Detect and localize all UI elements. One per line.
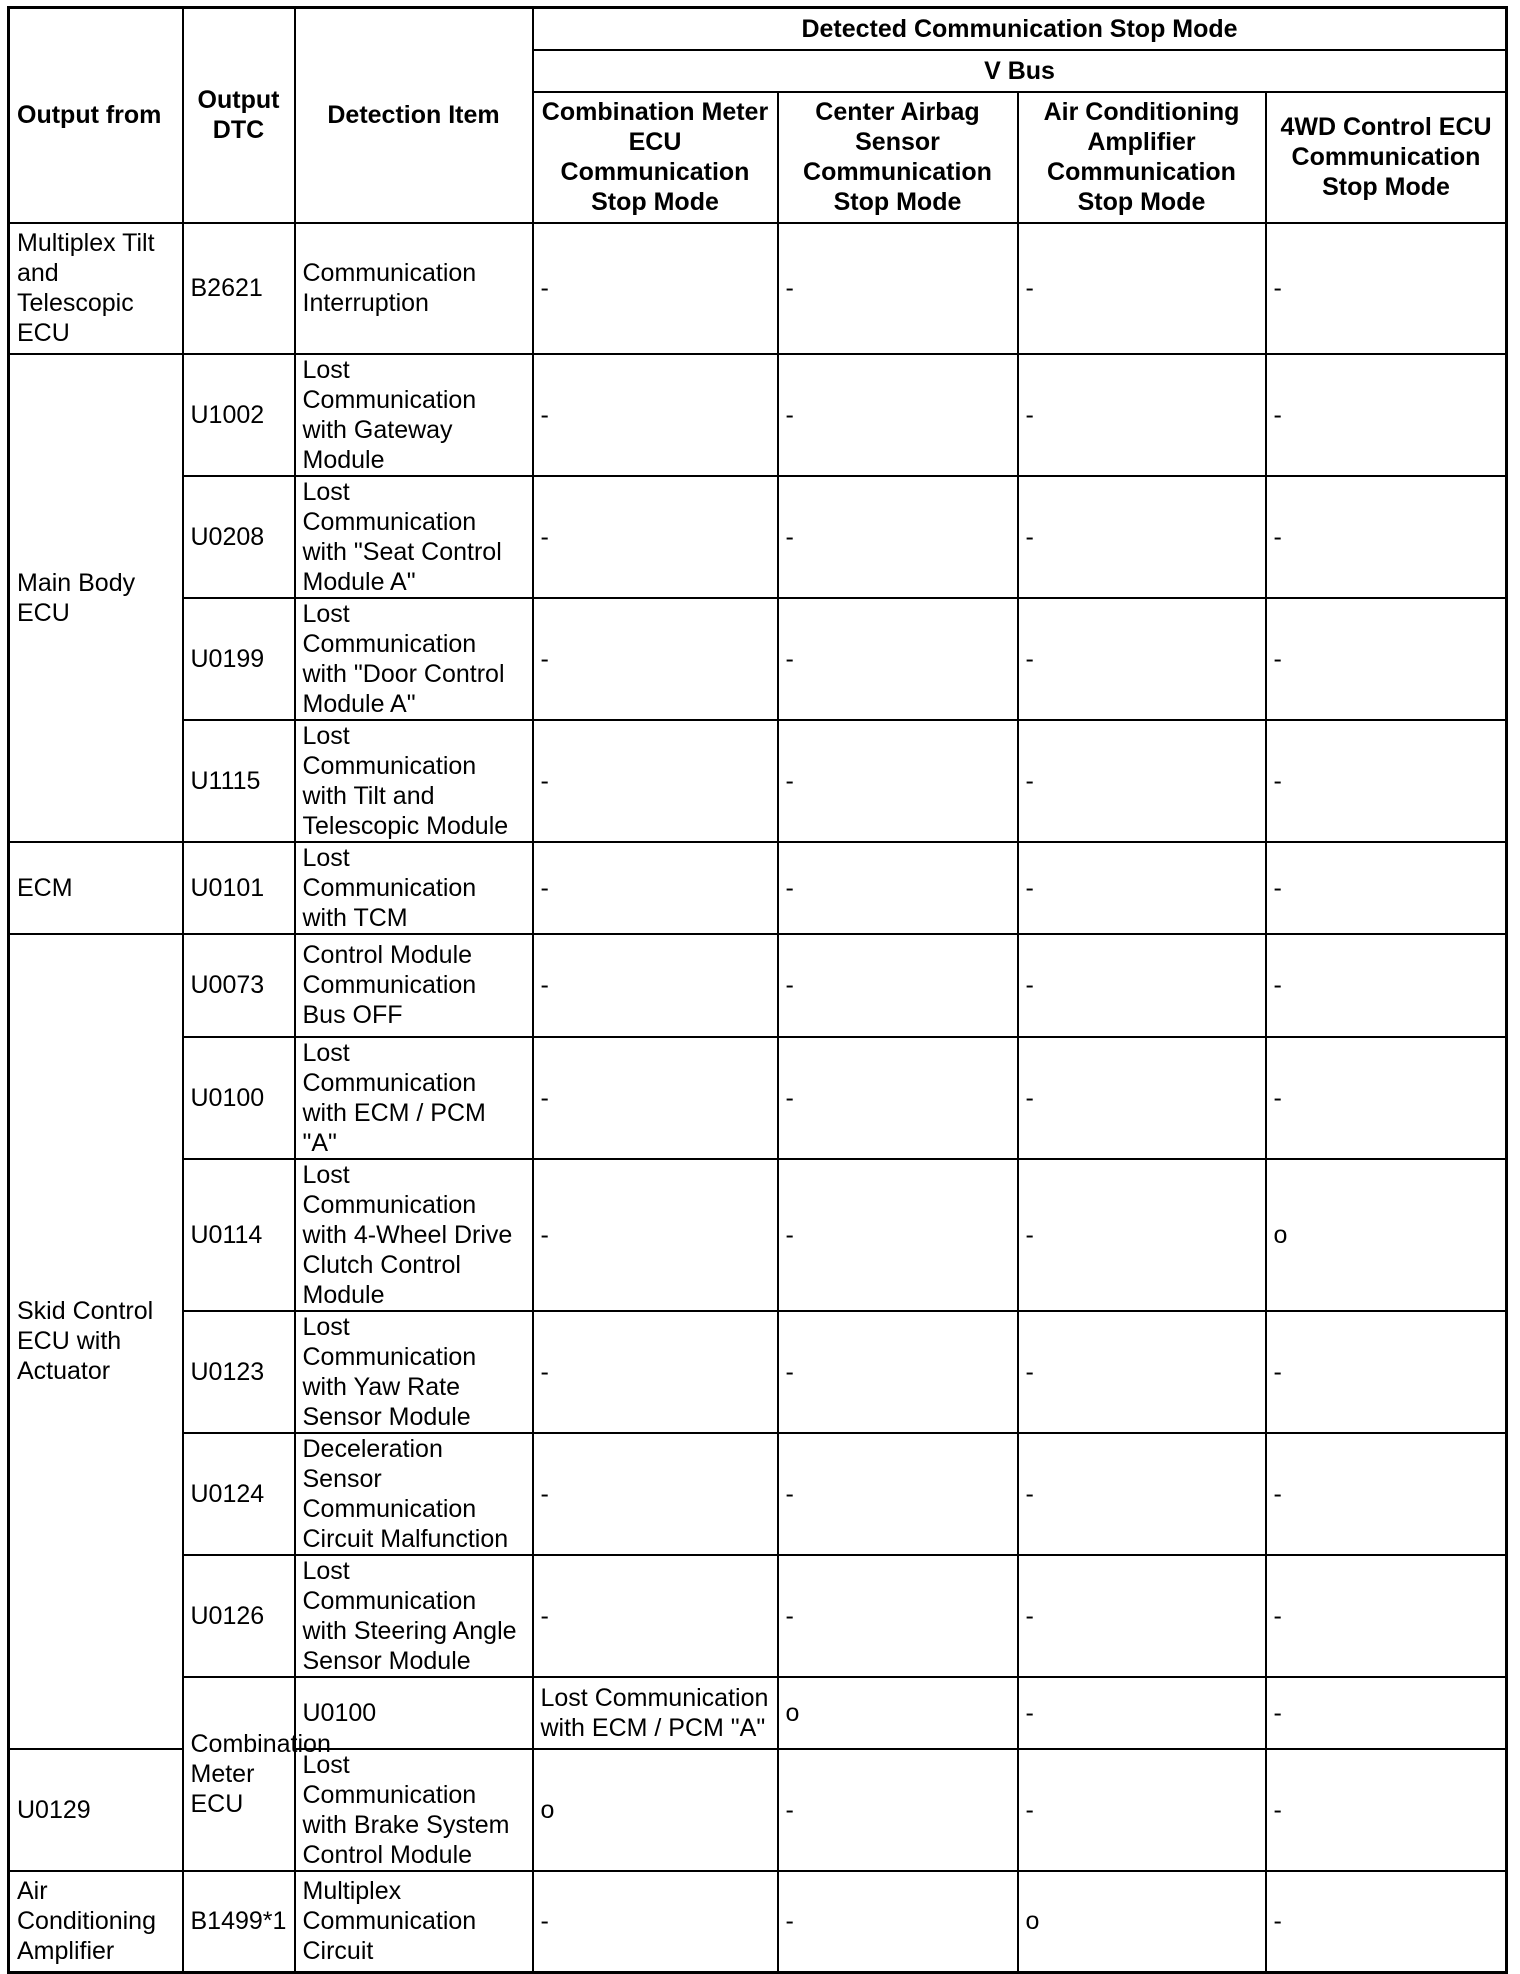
detection-item-cell: Lost Communication with 4-Wheel Drive Clutch Control Module xyxy=(295,1159,533,1311)
dtc-code-cell: U1115 xyxy=(183,720,295,842)
stop-mode-cell: - xyxy=(533,354,778,476)
detection-item-cell: Lost Communication with "Door Control Module A" xyxy=(295,598,533,720)
header-detection-item: Detection Item xyxy=(295,8,533,223)
dtc-code-cell: U0100 xyxy=(295,1677,533,1749)
stop-mode-cell: - xyxy=(1266,934,1507,1037)
stop-mode-cell: - xyxy=(1018,1311,1266,1433)
stop-mode-cell: - xyxy=(1266,354,1507,476)
table-row xyxy=(9,598,1507,720)
stop-mode-cell: - xyxy=(533,934,778,1037)
stop-mode-cell: - xyxy=(1018,223,1266,354)
dtc-code-cell: U0100 xyxy=(183,1037,295,1159)
stop-mode-cell: - xyxy=(533,1433,778,1555)
header-output-dtc: Output DTC xyxy=(183,8,295,223)
stop-mode-cell: - xyxy=(778,934,1018,1037)
table-row xyxy=(9,1555,1507,1677)
stop-mode-cell: - xyxy=(1266,598,1507,720)
stop-mode-cell: - xyxy=(778,842,1018,934)
stop-mode-cell: - xyxy=(1018,1037,1266,1159)
stop-mode-cell: - xyxy=(1018,720,1266,842)
output-from-cell: Main Body ECU xyxy=(9,354,183,842)
dtc-table-body xyxy=(9,223,1507,1973)
stop-mode-cell: o xyxy=(533,1749,778,1871)
stop-mode-cell: - xyxy=(778,223,1018,354)
detection-item-cell: Control Module Communication Bus OFF xyxy=(295,934,533,1037)
dtc-code-cell: U0101 xyxy=(183,842,295,934)
output-from-cell: ECM xyxy=(9,842,183,934)
detection-item-cell: Lost Communication with Yaw Rate Sensor Module xyxy=(295,1311,533,1433)
header-4wd-control-mode: 4WD Control ECU Communication Stop Mode xyxy=(1266,92,1507,223)
stop-mode-cell: o xyxy=(1018,1871,1266,1973)
output-from-cell: Air Conditioning Amplifier xyxy=(9,1871,183,1973)
dtc-code-cell: U0199 xyxy=(183,598,295,720)
dtc-code-cell: U1002 xyxy=(183,354,295,476)
header-center-airbag-mode: Center Airbag Sensor Communication Stop Mode xyxy=(778,92,1018,223)
stop-mode-cell: - xyxy=(778,476,1018,598)
detection-item-cell: Multiplex Communication Circuit xyxy=(295,1871,533,1973)
dtc-code-cell: U0126 xyxy=(183,1555,295,1677)
header-combination-meter-mode: Combination Meter ECU Communication Stop Mode xyxy=(533,92,778,223)
stop-mode-cell: - xyxy=(778,1159,1018,1311)
stop-mode-cell: - xyxy=(1018,1749,1266,1871)
output-from-cell: Multiplex Tilt and Telescopic ECU xyxy=(9,223,183,354)
detection-item-cell: Lost Communication with Gateway Module xyxy=(295,354,533,476)
detection-item-cell: Lost Communication with Steering Angle Sensor Module xyxy=(295,1555,533,1677)
stop-mode-cell: - xyxy=(1018,1159,1266,1311)
output-from-cell: Combination Meter ECU xyxy=(183,1677,295,1871)
stop-mode-cell: - xyxy=(1018,1555,1266,1677)
stop-mode-cell: - xyxy=(1266,1677,1507,1749)
dtc-code-cell: B2621 xyxy=(183,223,295,354)
header-v-bus: V Bus xyxy=(533,50,1507,92)
dtc-code-cell: U0073 xyxy=(183,934,295,1037)
detection-item-cell: Lost Communication with Tilt and Telescopic Module xyxy=(295,720,533,842)
header-detected-stop-mode: Detected Communication Stop Mode xyxy=(533,8,1507,50)
header-air-conditioning-mode: Air Conditioning Amplifier Communication Stop Mode xyxy=(1018,92,1266,223)
stop-mode-cell: - xyxy=(1266,1749,1507,1871)
stop-mode-cell: - xyxy=(1266,1555,1507,1677)
table-row xyxy=(9,476,1507,598)
dtc-table xyxy=(7,6,1508,1974)
table-row xyxy=(9,842,1507,934)
stop-mode-cell: - xyxy=(533,598,778,720)
stop-mode-cell: - xyxy=(1266,1311,1507,1433)
table-row xyxy=(9,1433,1507,1555)
stop-mode-cell: - xyxy=(1018,354,1266,476)
stop-mode-cell: - xyxy=(778,354,1018,476)
table-row xyxy=(9,1871,1507,1973)
stop-mode-cell: - xyxy=(533,1037,778,1159)
detection-item-cell: Lost Communication with ECM / PCM "A" xyxy=(295,1037,533,1159)
detection-item-cell: Lost Communication with TCM xyxy=(295,842,533,934)
table-row xyxy=(9,354,1507,476)
stop-mode-cell: - xyxy=(1018,1677,1266,1749)
detection-item-cell: Lost Communication with Brake System Control Module xyxy=(295,1749,533,1871)
header-row-1 xyxy=(9,8,1507,50)
table-row xyxy=(9,223,1507,354)
stop-mode-cell: - xyxy=(533,842,778,934)
stop-mode-cell: - xyxy=(1018,476,1266,598)
stop-mode-cell: - xyxy=(778,720,1018,842)
stop-mode-cell: - xyxy=(778,1433,1018,1555)
dtc-code-cell: U0114 xyxy=(183,1159,295,1311)
stop-mode-cell: - xyxy=(1266,720,1507,842)
output-from-cell: Skid Control ECU with Actuator xyxy=(9,934,183,1749)
stop-mode-cell: - xyxy=(778,1749,1018,1871)
header-output-from: Output from xyxy=(9,8,183,223)
stop-mode-cell: - xyxy=(1018,934,1266,1037)
dtc-code-cell: U0129 xyxy=(9,1749,183,1871)
stop-mode-cell: - xyxy=(533,223,778,354)
stop-mode-cell: - xyxy=(778,1871,1018,1973)
stop-mode-cell: - xyxy=(533,1871,778,1973)
detection-item-cell: Lost Communication with "Seat Control Module A" xyxy=(295,476,533,598)
detection-item-cell: Deceleration Sensor Communication Circuit Malfunction xyxy=(295,1433,533,1555)
stop-mode-cell: - xyxy=(778,1037,1018,1159)
stop-mode-cell: - xyxy=(1018,598,1266,720)
table-row xyxy=(9,720,1507,842)
stop-mode-cell: - xyxy=(533,1159,778,1311)
dtc-code-cell: U0123 xyxy=(183,1311,295,1433)
table-row xyxy=(9,1677,1507,1749)
table-row xyxy=(9,1159,1507,1311)
stop-mode-cell: - xyxy=(1266,1871,1507,1973)
stop-mode-cell: - xyxy=(1018,842,1266,934)
dtc-code-cell: U0208 xyxy=(183,476,295,598)
dtc-code-cell: B1499*1 xyxy=(183,1871,295,1973)
table-row xyxy=(9,1311,1507,1433)
detection-item-cell: Communication Interruption xyxy=(295,223,533,354)
stop-mode-cell: - xyxy=(1266,842,1507,934)
stop-mode-cell: - xyxy=(533,476,778,598)
stop-mode-cell: - xyxy=(533,720,778,842)
table-row xyxy=(9,1037,1507,1159)
stop-mode-cell: - xyxy=(533,1555,778,1677)
stop-mode-cell: o xyxy=(778,1677,1018,1749)
stop-mode-cell: - xyxy=(778,1555,1018,1677)
stop-mode-cell: - xyxy=(1266,1037,1507,1159)
detection-item-cell: Lost Communication with ECM / PCM "A" xyxy=(533,1677,778,1749)
stop-mode-cell: o xyxy=(1266,1159,1507,1311)
stop-mode-cell: - xyxy=(778,598,1018,720)
stop-mode-cell: - xyxy=(533,1311,778,1433)
stop-mode-cell: - xyxy=(1018,1433,1266,1555)
stop-mode-cell: - xyxy=(1266,1433,1507,1555)
dtc-code-cell: U0124 xyxy=(183,1433,295,1555)
table-row xyxy=(9,934,1507,1037)
stop-mode-cell: - xyxy=(778,1311,1018,1433)
stop-mode-cell: - xyxy=(1266,476,1507,598)
stop-mode-cell: - xyxy=(1266,223,1507,354)
